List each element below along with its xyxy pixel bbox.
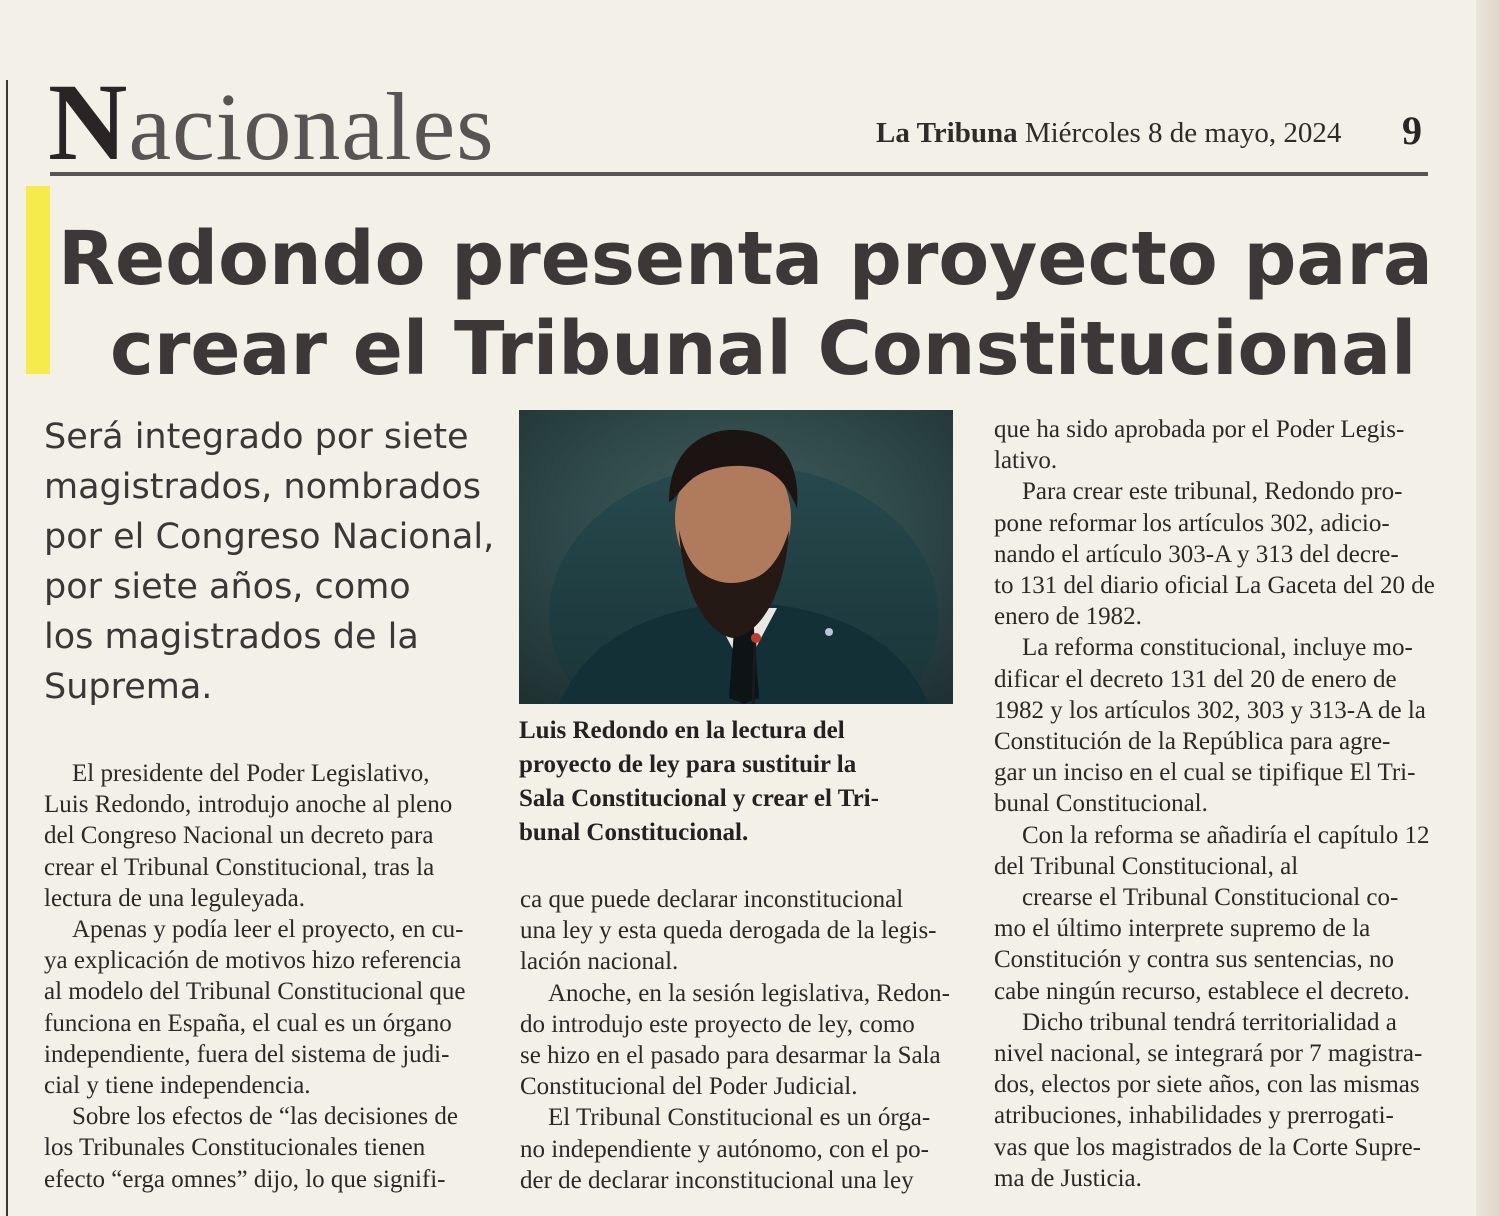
- caption-line: Sala Constitucional y crear el Tri-: [519, 785, 879, 812]
- deck-line: los magistrados de la: [44, 617, 419, 657]
- lapel-pin: [825, 628, 833, 636]
- issue-date: Miércoles 8 de mayo, 2024: [1024, 117, 1342, 149]
- body-line: mo el último interprete supremo de la: [994, 915, 1371, 943]
- article-column-3: [994, 414, 1434, 1194]
- deck-line: por el Congreso Nacional,: [44, 517, 495, 557]
- body-line: Constitucional del Poder Judicial.: [520, 1073, 858, 1101]
- dateline: [876, 110, 1341, 156]
- deck-line: Será integrado por siete: [44, 417, 469, 457]
- body-line: independiente, fuera del sistema de judi-: [44, 1040, 450, 1068]
- caption-line: proyecto de ley para sustituir la: [519, 751, 857, 778]
- body-line: nivel nacional, se integrará por 7 magistra-: [994, 1040, 1423, 1068]
- yellow-highlighter-mark: [26, 186, 50, 374]
- page-number: 9: [1402, 108, 1422, 153]
- body-line: do introdujo este proyecto de ley, como: [520, 1010, 915, 1038]
- article-column-1: [44, 758, 484, 1195]
- photo-caption: [519, 714, 955, 850]
- body-line: no independiente y autónomo, con el po-: [520, 1135, 929, 1163]
- body-line: Sobre los efectos de “las decisiones de: [72, 1103, 458, 1131]
- microphone-stand: [753, 640, 755, 704]
- body-line: Dicho tribunal tendrá territorialidad a: [1022, 1008, 1397, 1036]
- body-line: vas que los magistrados de la Corte Supre-: [994, 1133, 1421, 1161]
- article-headline: [58, 214, 1438, 394]
- microphone-light: [751, 633, 761, 643]
- body-line: efecto “erga omnes” dijo, lo que signifi-: [44, 1165, 446, 1193]
- caption-line: Luis Redondo en la lectura del: [519, 717, 845, 744]
- body-line: funciona en España, el cual es un órgano: [44, 1009, 452, 1037]
- body-line: ya explicación de motivos hizo referencia: [44, 947, 462, 975]
- body-line: der de declarar inconstitucional una ley: [520, 1166, 914, 1194]
- deck-line: Suprema.: [44, 667, 213, 707]
- newspaper-name: La Tribuna: [876, 117, 1018, 149]
- body-line: Para crear este tribunal, Redondo pro-: [1022, 478, 1403, 506]
- body-line: pone reformar los artículos 302, adicio-: [994, 509, 1390, 537]
- body-line: ca que puede declarar inconstitucional: [520, 886, 904, 913]
- body-line: crearse el Tribunal Constitucional co-: [1022, 884, 1399, 912]
- article-photo: [519, 410, 953, 704]
- body-line: atribuciones, inhabilidades y prerrogati-: [994, 1102, 1394, 1130]
- body-line: El Tribunal Constitucional es un órga-: [548, 1104, 931, 1132]
- body-line: lativo.: [994, 447, 1058, 475]
- body-line: al modelo del Tribunal Constitucional que: [44, 978, 466, 1006]
- body-line: cial y tiene independencia.: [44, 1072, 311, 1100]
- body-line: to 131 del diario oficial La Gaceta del 20 de: [994, 572, 1435, 600]
- article-column-2: [520, 884, 960, 1196]
- body-line: lación nacional.: [520, 948, 679, 976]
- caption-line: bunal Constitucional.: [519, 819, 749, 846]
- deck-line: magistrados, nombrados: [44, 467, 482, 507]
- body-line: Constitución y contra sus sentencias, no: [994, 946, 1394, 974]
- body-line: gar un inciso en el cual se tipifique El Tri-: [994, 759, 1416, 787]
- body-line: bunal Constitucional.: [994, 790, 1208, 818]
- body-line: se hizo en el pasado para desarmar la Sala: [520, 1042, 941, 1070]
- body-line: Con la reforma se añadiría el capítulo 12: [1022, 821, 1430, 849]
- headline-line-1: Redondo presenta proyecto para: [58, 216, 1433, 302]
- article-deck: [44, 412, 496, 712]
- body-line: que ha sido aprobada por el Poder Legis-: [994, 416, 1405, 443]
- body-line: del Tribunal Constitucional, al: [994, 852, 1299, 880]
- body-line: Constitución de la República para agre-: [994, 728, 1391, 756]
- body-line: enero de 1982.: [994, 603, 1142, 631]
- body-line: los Tribunales Constitucionales tienen: [44, 1134, 426, 1162]
- section-title-rest: acionales: [128, 73, 495, 180]
- body-line: dificar el decreto 131 del 20 de enero de: [994, 665, 1397, 693]
- page-left-border: [6, 80, 8, 1216]
- body-line: ma de Justicia.: [994, 1164, 1142, 1192]
- body-line: Luis Redondo, introdujo anoche al pleno: [44, 791, 453, 819]
- body-line: Anoche, en la sesión legislativa, Redon-: [548, 979, 950, 1007]
- body-line: 1982 y los artículos 302, 303 y 313-A de la: [994, 696, 1426, 724]
- body-line: crear el Tribunal Constitucional, tras la: [44, 853, 435, 881]
- section-rule: [50, 172, 1428, 176]
- page-right-margin: [1476, 0, 1500, 1216]
- photo-illustration: [519, 410, 953, 704]
- deck-line: por siete años, como: [44, 567, 411, 607]
- headline-line-2: crear el Tribunal Constitucional: [110, 306, 1417, 392]
- body-line: Apenas y podía leer el proyecto, en cu-: [72, 916, 464, 944]
- body-line: cabe ningún recurso, establece el decreto.: [994, 977, 1410, 1005]
- body-line: del Congreso Nacional un decreto para: [44, 822, 434, 850]
- section-title-initial: N: [48, 61, 129, 183]
- body-line: La reforma constitucional, incluye mo-: [1022, 634, 1413, 662]
- body-line: dos, electos por siete años, con las mismas: [994, 1071, 1420, 1099]
- body-line: una ley y esta queda derogada de la legis-: [520, 917, 937, 945]
- body-line: nando el artículo 303-A y 313 del decre-: [994, 540, 1399, 568]
- body-line: El presidente del Poder Legislativo,: [72, 760, 430, 787]
- body-line: lectura de una leguleyada.: [44, 884, 305, 912]
- section-title: [48, 61, 495, 183]
